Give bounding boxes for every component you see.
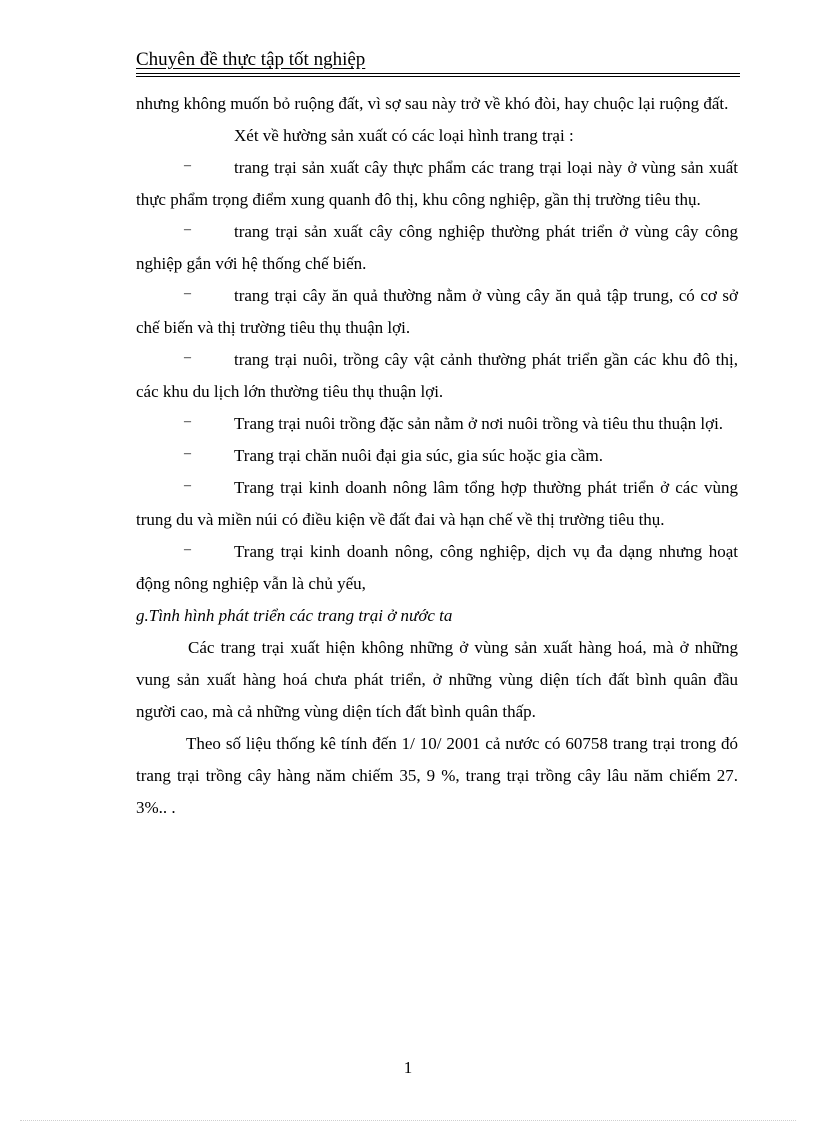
paragraph-statistics: Theo số liệu thống kê tính đến 1/ 10/ 2001 cả nước có 60758 trang trại trong đó trang trại trồng cây hàng năm chiếm 35, 9 %, trang trại trồng cây lâu năm chiếm 27. 3%.. . — [136, 734, 738, 817]
list-item-text: trang trại sản xuất cây công nghiệp thường phát triển ở vùng cây công nghiệp gắn với hệ thống chế biến. — [136, 222, 738, 273]
section-heading: g.Tình hình phát triển các trang trại ở nước ta — [136, 606, 453, 625]
header-title: Chuyên đề thực tập tốt nghiệp — [136, 49, 366, 70]
list-item — [136, 344, 738, 408]
dash-bullet-icon: – — [184, 446, 191, 461]
dash-bullet-icon: – — [184, 286, 191, 301]
page-header — [136, 48, 740, 72]
paragraph-intro: nhưng không muốn bỏ ruộng đất, vì sợ sau này trở về khó đòi, hay chuộc lại ruộng đất. — [136, 94, 729, 113]
list-item — [136, 472, 738, 536]
dash-bullet-icon: – — [184, 158, 191, 173]
header-rule-bottom — [136, 76, 740, 77]
list-item-text: Trang trại nuôi trồng đặc sản nằm ở nơi nuôi trồng và tiêu thu thuận lợi. — [234, 414, 724, 433]
header-rule-top — [136, 73, 740, 74]
list-item-text: Trang trại chăn nuôi đại gia súc, gia súc hoặc gia cầm. — [234, 446, 604, 465]
list-item — [136, 280, 738, 344]
list-item — [136, 408, 738, 440]
dash-bullet-icon: – — [184, 414, 191, 429]
list-item-text: trang trại cây ăn quả thường nằm ở vùng cây ăn quả tập trung, có cơ sở chế biến và thị trường tiêu thụ thuận lợi. — [136, 286, 738, 337]
list-item-text: trang trại sản xuất cây thực phẩm các trang trại loại này ở vùng sản xuất thực phẩm trọng điểm xung quanh đô thị, khu công nghiệp, gần thị trường tiêu thụ. — [136, 158, 738, 209]
list-item-text: Trang trại kinh doanh nông, công nghiệp, dịch vụ đa dạng nhưng hoạt động nông nghiệp vẫn là chủ yếu, — [136, 542, 738, 593]
document-body — [136, 88, 738, 824]
paragraph-development: Các trang trại xuất hiện không những ở vùng sản xuất hàng hoá, mà ở những vung sản xuất hàng hoá chưa phát triển, ở những vùng diện tích đất bình quân đầu người cao, mà cả những vùng diện tích đất bình quân thấp. — [136, 638, 738, 721]
dash-bullet-icon: – — [184, 350, 191, 365]
list-item — [136, 536, 738, 600]
list-item — [136, 152, 738, 216]
list-item — [136, 440, 738, 472]
dash-bullet-icon: – — [184, 222, 191, 237]
page-bottom-divider — [20, 1120, 796, 1121]
page-number: 1 — [403, 1058, 413, 1077]
list-item — [136, 216, 738, 280]
dash-bullet-icon: – — [184, 542, 191, 557]
list-item-text: Trang trại kinh doanh nông lâm tổng hợp thường phát triển ở các vùng trung du và miền núi có điều kiện về đất đai và hạn chế về thị trường tiêu thụ. — [136, 478, 738, 529]
paragraph-classification: Xét về hường sản xuất có các loại hình trang trại : — [234, 126, 574, 145]
dash-bullet-icon: – — [184, 478, 191, 493]
list-item-text: trang trại nuôi, trồng cây vật cảnh thường phát triển gần các khu đô thị, các khu du lịch lớn thường tiêu thụ thuận lợi. — [136, 350, 738, 401]
